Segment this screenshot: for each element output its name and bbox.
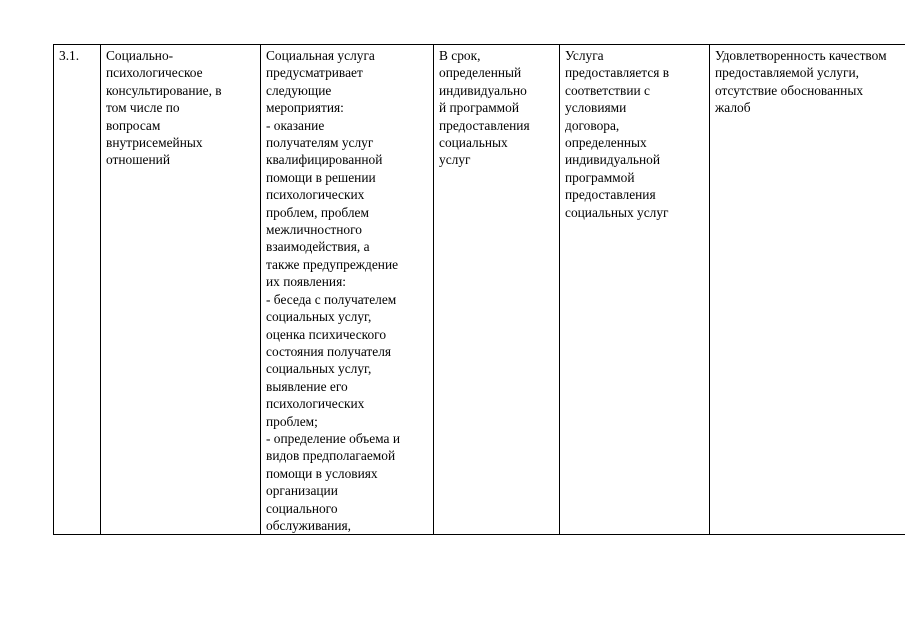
deadline-cell: В срок, определенный индивидуально й программой предоставления социальных услуг [434, 45, 560, 535]
row-number-cell: 3.1. [54, 45, 101, 535]
conditions-cell: Услуга предоставляется в соответствии с условиями договора, определенных индивидуальной программой предоставления социальных услуг [560, 45, 710, 535]
service-name-cell: Социально- психологическое консультирование, в том числе по вопросам внутрисемейных отношений [101, 45, 261, 535]
service-description-cell: Социальная услуга предусматривает следующие мероприятия: - оказание получателям услуг квалифицированной помощи в решении психологических проблем, проблем межличностного взаимодействия, а также предупреждение их появления: - беседа с получателем социальных услуг, оценка психического состояния получателя социальных услуг, выявление его психологических проблем; - определение объема и видов предполагаемой помощи в условиях организации социального обслуживания, [261, 45, 434, 535]
services-table [53, 44, 905, 535]
services-table-container [53, 44, 905, 535]
table-row [54, 45, 905, 535]
quality-indicators-cell: Удовлетворенность качеством предоставляемой услуги, отсутствие обоснованных жалоб [710, 45, 905, 535]
